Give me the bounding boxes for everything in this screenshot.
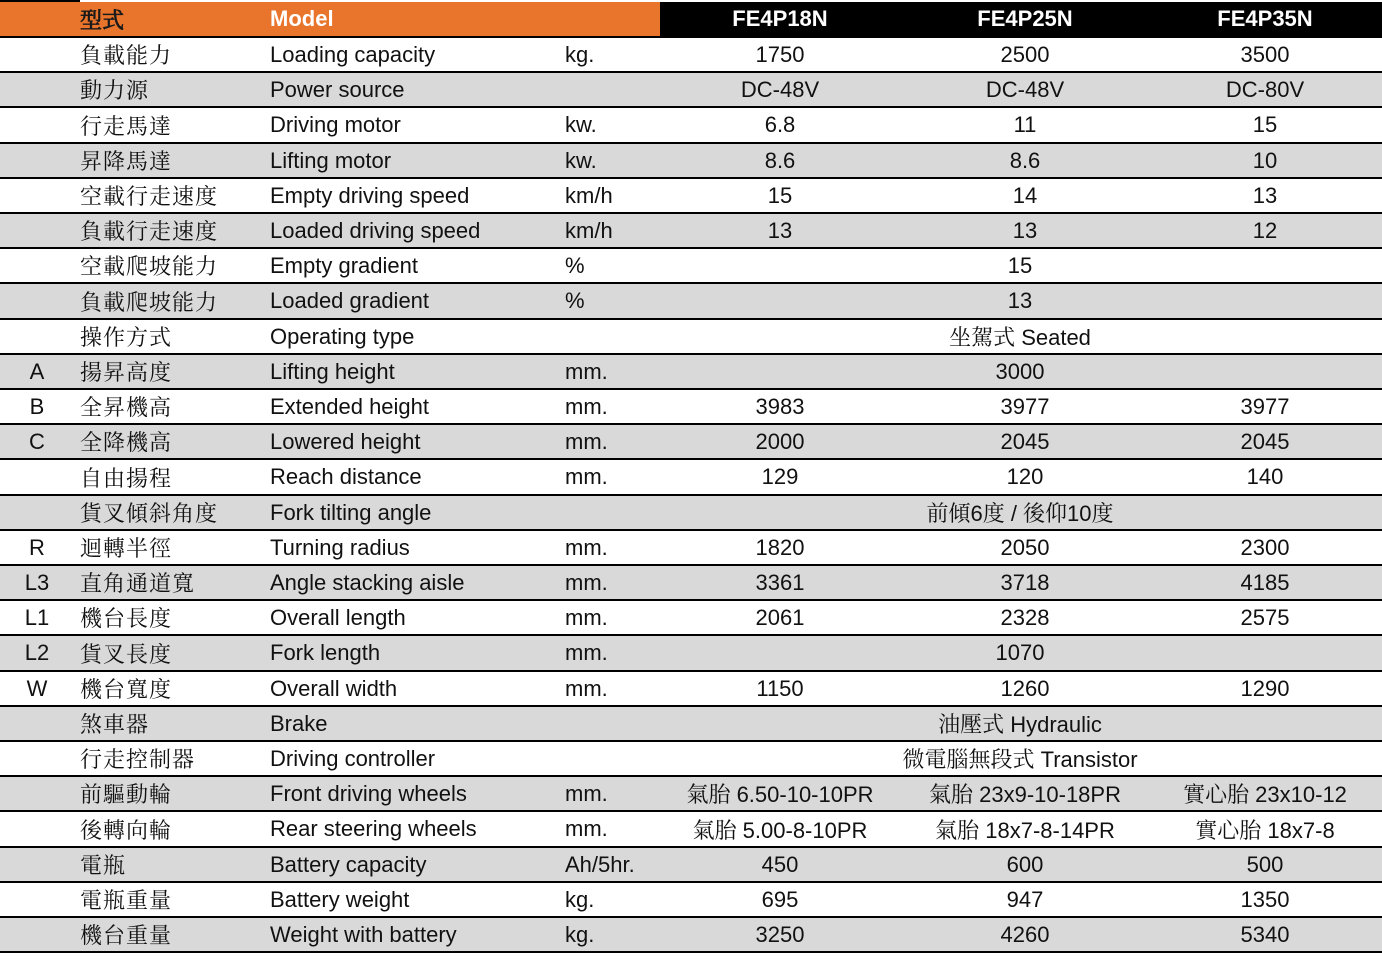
spec-name-en: Front driving wheels xyxy=(270,780,467,806)
value-model-2: 8.6 xyxy=(1009,147,1041,173)
spec-name-zh: 負載行走速度 xyxy=(80,219,219,244)
spec-unit: kw. xyxy=(565,112,597,137)
value-all-models: 3000 xyxy=(995,358,1045,384)
value-model-2: 3718 xyxy=(1000,569,1050,595)
spec-unit: kg. xyxy=(565,886,595,912)
spec-name-en: Lifting height xyxy=(270,358,395,384)
dimension-letter xyxy=(0,742,74,775)
spec-unit: mm. xyxy=(565,534,608,560)
value-model-2: 120 xyxy=(1006,464,1044,489)
spec-name-zh: 負載能力 xyxy=(80,43,173,68)
value-all-models: 坐駕式 Seated xyxy=(949,325,1091,350)
value-model-1: 1150 xyxy=(756,675,804,701)
spec-name-zh: 後轉向輪 xyxy=(80,817,173,843)
spec-name-en: Driving controller xyxy=(270,745,436,771)
value-model-1: 695 xyxy=(761,886,799,912)
table-row xyxy=(0,496,1382,531)
table-row xyxy=(0,883,1382,918)
dimension-letter xyxy=(0,496,74,529)
dimension-letter: R xyxy=(29,534,45,560)
table-row xyxy=(0,848,1382,883)
value-model-2: 2050 xyxy=(1000,534,1050,560)
value-model-1: 15 xyxy=(767,182,793,208)
table-row xyxy=(0,460,1382,496)
dimension-letter xyxy=(0,284,74,318)
spec-name-zh: 電瓶 xyxy=(80,853,127,878)
spec-name-en: Loaded driving speed xyxy=(270,217,481,243)
spec-name-en: Empty gradient xyxy=(270,252,418,278)
spec-unit: mm. xyxy=(565,428,608,454)
dimension-letter xyxy=(0,249,74,282)
spec-unit: km/h xyxy=(565,217,613,243)
table-row xyxy=(0,601,1382,636)
spec-name-zh: 機台長度 xyxy=(80,606,173,631)
spec-name-zh: 操作方式 xyxy=(80,325,173,350)
value-model-3: 140 xyxy=(1246,464,1284,489)
value-model-2: 1260 xyxy=(1000,675,1050,701)
spec-name-en: Brake xyxy=(270,710,328,736)
table-row xyxy=(0,249,1382,284)
value-model-2: 3977 xyxy=(1000,393,1050,419)
value-model-1: 8.6 xyxy=(764,147,796,173)
value-model-3: 1290 xyxy=(1240,675,1290,701)
spec-unit: mm. xyxy=(565,393,608,419)
dimension-letter: W xyxy=(26,675,48,701)
spec-unit: mm. xyxy=(565,569,608,595)
spec-unit: mm. xyxy=(565,604,608,630)
spec-name-zh: 昇降馬達 xyxy=(80,149,173,174)
value-model-2: 600 xyxy=(1006,851,1044,877)
spec-name-zh: 自由揚程 xyxy=(80,465,173,491)
table-row xyxy=(0,108,1382,144)
table-row xyxy=(0,636,1382,672)
spec-name-zh: 直角通道寬 xyxy=(80,571,196,596)
spec-name-en: Extended height xyxy=(270,393,430,419)
value-model-2: 11 xyxy=(1013,112,1037,137)
header-label-en: Model xyxy=(270,6,334,31)
spec-name-zh: 前驅動輪 xyxy=(80,782,173,807)
spec-name-en: Overall length xyxy=(270,604,406,630)
table-row xyxy=(0,179,1382,214)
value-all-models: 1070 xyxy=(995,640,1045,665)
value-model-3: 實心胎 18x7-8 xyxy=(1195,817,1335,843)
spec-name-en: Power source xyxy=(270,76,405,102)
spec-name-en: Angle stacking aisle xyxy=(270,569,465,595)
spec-name-zh: 行走馬達 xyxy=(80,113,173,139)
value-model-3: 3500 xyxy=(1240,41,1290,67)
value-model-2: 2500 xyxy=(1000,41,1050,67)
spec-unit: mm. xyxy=(565,464,608,489)
value-model-2: 2045 xyxy=(1000,428,1050,454)
value-model-2: 4260 xyxy=(1000,921,1050,947)
spec-name-zh: 全昇機高 xyxy=(80,395,173,420)
table-row xyxy=(0,425,1382,460)
spec-unit: km/h xyxy=(565,182,613,208)
table-row xyxy=(0,707,1382,742)
spec-name-zh: 負載爬坡能力 xyxy=(80,289,219,315)
table-row xyxy=(0,320,1382,355)
dimension-letter xyxy=(0,707,74,740)
value-model-1: 氣胎 5.00-8-10PR xyxy=(692,817,868,843)
spec-name-zh: 行走控制器 xyxy=(80,747,196,772)
dimension-letter: L1 xyxy=(24,604,50,630)
spec-unit: kg. xyxy=(565,41,595,67)
value-model-3: 5340 xyxy=(1240,921,1290,947)
spec-name-zh: 空載行走速度 xyxy=(80,184,219,209)
spec-name-zh: 機台寬度 xyxy=(80,677,173,702)
dimension-letter: C xyxy=(29,428,45,454)
value-model-1: 6.8 xyxy=(764,112,796,137)
table-row xyxy=(0,284,1382,320)
spec-name-en: Loaded gradient xyxy=(270,288,430,313)
spec-name-en: Overall width xyxy=(270,675,398,701)
dimension-letter xyxy=(0,38,74,71)
value-model-3: 1350 xyxy=(1240,886,1290,912)
spec-unit: mm. xyxy=(565,816,608,841)
value-model-1: 氣胎 6.50-10-10PR xyxy=(686,782,874,807)
value-model-1: 2000 xyxy=(755,428,805,454)
value-model-3: 4185 xyxy=(1240,569,1290,595)
table-row xyxy=(0,531,1382,566)
value-model-2: DC-48V xyxy=(985,76,1065,102)
spec-name-zh: 空載爬坡能力 xyxy=(80,254,219,279)
value-model-1: 13 xyxy=(767,217,793,243)
table-header xyxy=(0,2,1382,38)
dimension-letter xyxy=(0,214,74,247)
spec-unit: Ah/5hr. xyxy=(565,851,635,877)
spec-name-zh: 貨叉長度 xyxy=(80,641,173,667)
dimension-letter xyxy=(0,883,74,916)
value-model-2: 14 xyxy=(1012,182,1038,208)
header-model-1: FE4P18N xyxy=(732,6,828,31)
value-model-3: 10 xyxy=(1252,147,1278,173)
spec-name-zh: 迴轉半徑 xyxy=(80,536,173,561)
spec-name-zh: 貨叉傾斜角度 xyxy=(80,501,219,526)
value-model-1: DC-48V xyxy=(740,76,820,102)
dimension-letter xyxy=(0,320,74,353)
value-model-2: 2328 xyxy=(1000,604,1050,630)
value-model-3: 12 xyxy=(1252,217,1278,243)
value-model-2: 13 xyxy=(1012,217,1038,243)
value-model-3: 2575 xyxy=(1240,604,1290,630)
value-model-1: 3983 xyxy=(755,393,805,419)
value-model-1: 2061 xyxy=(755,604,805,630)
spec-name-zh: 動力源 xyxy=(80,78,150,103)
spec-name-en: Rear steering wheels xyxy=(270,816,477,841)
value-model-2: 947 xyxy=(1006,886,1044,912)
spec-unit: kw. xyxy=(565,147,597,173)
value-model-1: 3250 xyxy=(755,921,805,947)
spec-name-en: Fork length xyxy=(270,640,381,665)
dimension-letter: L2 xyxy=(24,640,50,665)
value-model-1: 3361 xyxy=(755,569,805,595)
spec-name-en: Reach distance xyxy=(270,464,422,489)
value-model-3: 500 xyxy=(1246,851,1284,877)
spec-name-zh: 全降機高 xyxy=(80,430,173,455)
spec-name-en: Driving motor xyxy=(270,112,401,137)
dimension-letter xyxy=(0,848,74,881)
dimension-letter xyxy=(0,73,74,106)
spec-name-en: Turning radius xyxy=(270,534,410,560)
dimension-letter: B xyxy=(29,393,45,419)
dimension-letter xyxy=(0,777,74,810)
spec-unit: mm. xyxy=(565,675,608,701)
table-row xyxy=(0,214,1382,249)
spec-name-en: Lifting motor xyxy=(270,147,392,173)
dimension-letter xyxy=(0,812,74,846)
spec-name-en: Weight with battery xyxy=(270,921,457,947)
dimension-letter xyxy=(0,179,74,212)
table-row xyxy=(0,73,1382,108)
value-all-models: 油壓式 Hydraulic xyxy=(938,712,1102,737)
dimension-letter xyxy=(0,144,74,177)
spec-unit: mm. xyxy=(565,358,608,384)
table-row xyxy=(0,390,1382,425)
value-model-3: 3977 xyxy=(1240,393,1290,419)
value-model-3: 15 xyxy=(1252,112,1278,137)
dimension-letter xyxy=(0,460,74,494)
spec-name-en: Operating type xyxy=(270,323,415,349)
table-row xyxy=(0,672,1382,707)
value-model-3: DC-80V xyxy=(1225,76,1305,102)
spec-name-en: Battery weight xyxy=(270,886,410,912)
table-row xyxy=(0,566,1382,601)
value-model-2: 氣胎 23x9-10-18PR xyxy=(929,782,1121,807)
table-row xyxy=(0,742,1382,777)
header-model-2: FE4P25N xyxy=(977,6,1073,31)
spec-name-zh: 電瓶重量 xyxy=(80,888,173,913)
spec-name-en: Loading capacity xyxy=(270,41,436,67)
value-model-3: 2300 xyxy=(1240,534,1290,560)
spec-name-zh: 揚昇高度 xyxy=(80,360,173,385)
spec-name-en: Fork tilting angle xyxy=(270,499,432,525)
table-row xyxy=(0,812,1382,848)
value-model-3: 實心胎 23x10-12 xyxy=(1183,782,1347,807)
value-model-1: 129 xyxy=(761,464,799,489)
value-all-models: 微電腦無段式 Transistor xyxy=(902,747,1138,772)
spec-unit: mm. xyxy=(565,780,608,806)
spec-name-zh: 煞車器 xyxy=(80,712,150,737)
table-row xyxy=(0,144,1382,179)
dimension-letter: A xyxy=(29,358,45,384)
dimension-letter: L3 xyxy=(24,569,50,595)
value-model-3: 2045 xyxy=(1240,428,1290,454)
value-model-2: 氣胎 18x7-8-14PR xyxy=(935,817,1115,843)
header-model-3: FE4P35N xyxy=(1217,6,1313,31)
spec-unit: % xyxy=(565,252,585,278)
spec-unit: mm. xyxy=(565,640,608,665)
value-all-models: 13 xyxy=(1007,288,1033,313)
spec-name-en: Battery capacity xyxy=(270,851,427,877)
value-model-1: 450 xyxy=(761,851,799,877)
table-row xyxy=(0,38,1382,73)
value-model-1: 1820 xyxy=(755,534,805,560)
table-row xyxy=(0,355,1382,390)
dimension-letter xyxy=(0,108,74,142)
spec-name-en: Empty driving speed xyxy=(270,182,470,208)
spec-unit: % xyxy=(565,288,585,313)
spec-name-zh: 機台重量 xyxy=(80,923,173,948)
value-all-models: 15 xyxy=(1007,252,1033,278)
value-model-3: 13 xyxy=(1252,182,1278,208)
value-model-1: 1750 xyxy=(755,41,805,67)
value-all-models: 前傾6度 / 後仰10度 xyxy=(926,501,1114,526)
header-label-zh: 型式 xyxy=(80,7,125,33)
spec-name-en: Lowered height xyxy=(270,428,421,454)
table-row xyxy=(0,777,1382,812)
dimension-letter xyxy=(0,918,74,951)
table-row xyxy=(0,918,1382,953)
spec-unit: kg. xyxy=(565,921,595,947)
